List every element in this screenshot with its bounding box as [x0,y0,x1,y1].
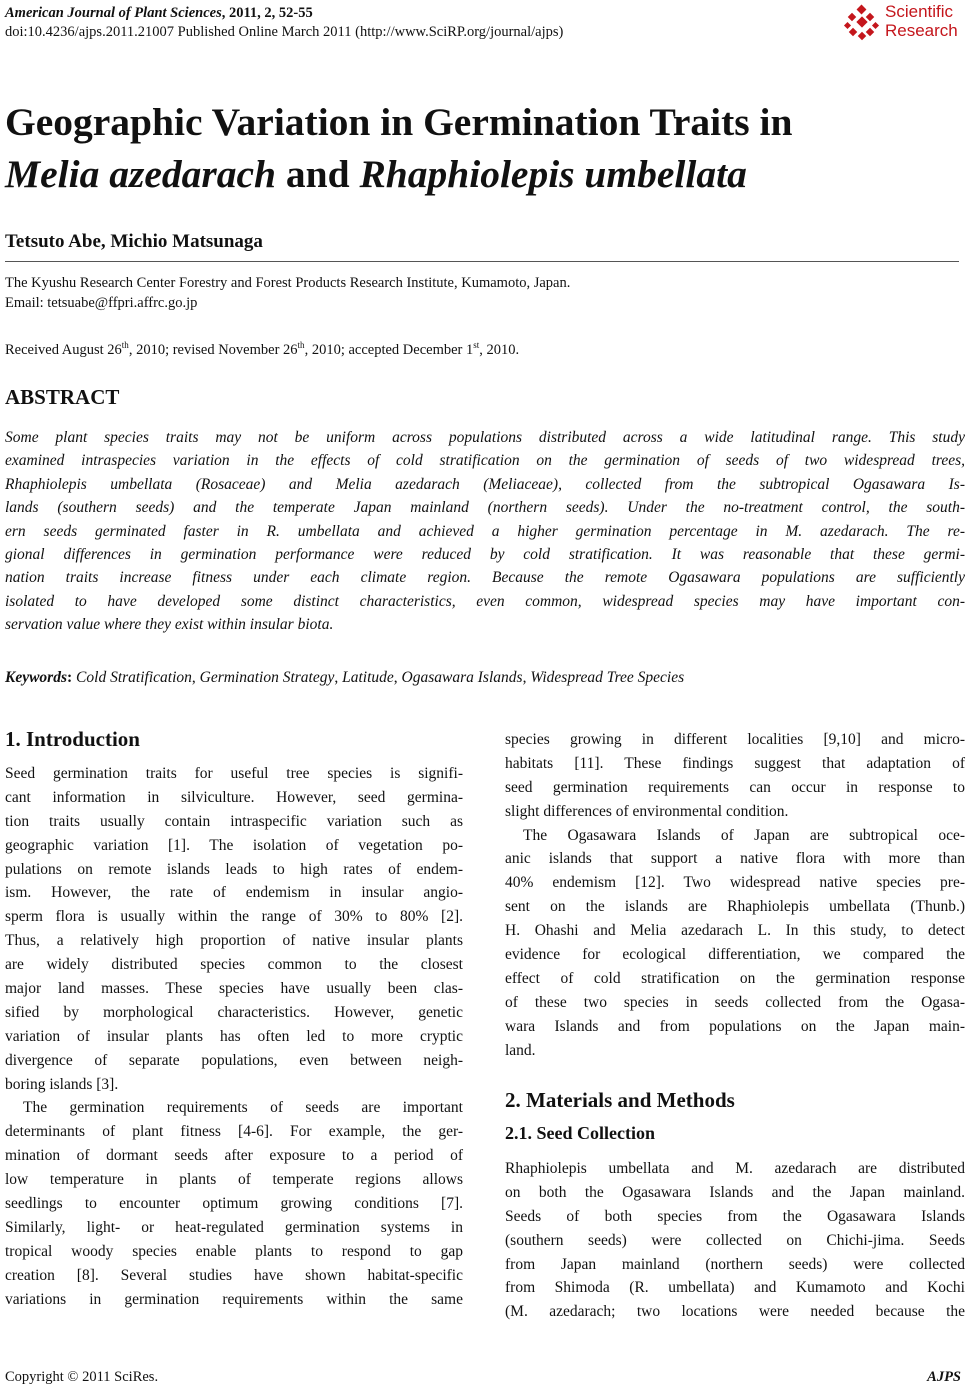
authors: Tetsuto Abe, Michio Matsunaga [5,231,263,252]
title-line2 [5,148,955,200]
text-line: The Ogasawara Islands of Japan are subtropical oce- [523,826,965,844]
journal-citation [5,4,313,22]
logo-mark-icon [843,4,881,42]
right-column-bottom [505,1157,965,1324]
abstract-line: Some plant species traits may not be uniform across populations distributed across a wide latitudinal range. This study [5,429,965,446]
text-line: seed germination requirements can occur in response to [505,778,965,796]
right-column-top [505,728,965,1062]
text-line: ism. However, the rate of endemism in insular angio- [5,884,463,902]
text-line: tion traits usually contain intraspecific variation such as [5,812,463,830]
keyword: Ogasawara Islands [401,669,523,686]
publisher-logo [843,2,963,44]
text-line: of these two species in seeds collected from the Ogasa- [505,993,965,1011]
text-line: from Japan mainland (northern seeds) were collected [505,1255,965,1273]
text-line: The germination requirements of seeds are important [23,1099,463,1117]
left-column [5,762,463,1311]
text-line: sent on the islands are Rhaphiolepis umbellata (Thunb.) [505,898,965,916]
text-line: Seeds of both species from the Ogasawara Islands [505,1207,965,1225]
text-line: determinants of plant fitness [4-6]. For example, the ger- [5,1123,463,1141]
text-line: sperm flora is usually within the range of 30% to 80% [2]. [5,908,463,926]
keywords-label: Keywords [5,669,67,686]
text-line: slight differences of environmental condition. [505,802,789,820]
section-heading-introduction: 1. Introduction [5,727,140,751]
text-line: low temperature in plants of temperate regions allows [5,1171,463,1189]
text-line: sified by morphological characteristics. However, genetic [5,1003,463,1021]
abstract-line: ern seeds germinated faster in R. umbellata and achieved a higher germination percentage in M. azedarach. The re- [5,522,965,540]
text-line: mination of dormant seeds after exposure to a period of [5,1147,463,1165]
keyword: Cold Stratification [76,669,192,686]
subsection-heading-seed-collection: 2.1. Seed Collection [505,1123,655,1143]
logo-text-line1: Scientific [885,2,954,21]
email: Email: tetsuabe@ffpri.affrc.go.jp [5,295,198,311]
footer-copyright: Copyright © 2011 SciRes. [5,1369,159,1385]
text-line: creation [8]. Several studies have shown habitat-specific [5,1266,463,1284]
footer-journal-abbr: AJPS [927,1369,961,1385]
paper-title [5,96,955,200]
title-line1: Geographic Variation in Germination Traits in [5,100,793,144]
text-line: variation of insular plants has often led to more cryptic [5,1027,463,1045]
journal-name: American Journal of Plant Sciences [5,5,222,21]
keyword: Latitude [342,669,394,686]
text-line: (southern seeds) were collected on Chichi-jima. Seeds [505,1231,965,1249]
keyword: Widespread Tree Species [530,669,685,686]
title-conjunction: and [276,152,360,196]
text-line: habitats [11]. These findings suggest that adaptation of [505,754,965,772]
journal-volume: , 2011, 2, 52-55 [221,5,313,21]
text-line: from Shimoda (R. umbellata) and Kumamoto and Kochi [505,1279,965,1297]
text-line: Seed germination traits for useful tree species is signifi- [5,765,463,782]
text-line: anic islands that support a native flora with more than [505,850,965,868]
text-line: major land masses. These species have usually been clas- [5,980,463,998]
abstract-line: servation value where they exist within insular biota. [5,616,334,634]
keyword: Germination Strategy [199,669,335,686]
text-line: pulations on remote islands leads to high rates of endem- [5,860,463,878]
title-species-1: Melia azedarach [5,152,277,196]
affiliation: The Kyushu Research Center Forestry and Forest Products Research Institute, Kumamoto, Japan. [5,275,571,291]
text-line: cant information in silviculture. However, seed germina- [5,788,463,806]
text-line: H. Ohashi and Melia azedarach L. In this study, to detect [505,922,965,940]
text-line: seedlings to encounter optimum growing conditions [7]. [5,1195,463,1213]
abstract-line: examined intraspecies variation in the effects of cold stratification on the germination of seeds of two widespread trees, [5,452,965,470]
text-line: evidence for ecological differentiation, we compared the [505,946,965,964]
text-line: boring islands [3]. [5,1075,119,1093]
text-line: divergence of separate populations, even between neigh- [5,1051,463,1069]
text-line: geographic variation [1]. The isolation of vegetation po- [5,836,463,854]
abstract-line: nation traits increase fitness under each climate region. Because the remote Ogasawara populations are sufficiently [5,569,965,587]
section-heading-methods: 2. Materials and Methods [505,1088,735,1112]
doi-line: doi:10.4236/ajps.2011.21007 Published Online March 2011 (http://www.SciRP.org/journal/ajps) [5,24,564,40]
abstract-line: lands (southern seeds) and the temperate Japan mainland (northern seeds). Under the no-treatment control, the south- [5,499,965,517]
text-line: Similarly, light- or heat-regulated germination systems in [5,1218,463,1236]
text-line: (M. azedarach; two locations were needed because the [505,1303,965,1321]
text-line: 40% endemism [12]. Two widespread native species pre- [505,874,965,892]
divider [5,261,959,262]
text-line: species growing in different localities [9,10] and micro- [505,731,965,748]
text-line: variations in germination requirements within the same [5,1290,463,1308]
received-dates: Received August 26th, 2010; revised November 26th, 2010; accepted December 1st, 2010. [5,340,520,358]
abstract-line: gional differences in germination performance were reduced by cold stratification. It was reasonable that these germi- [5,545,965,563]
text-line: on both the Ogasawara Islands and the Japan mainland. [505,1183,965,1201]
text-line: Thus, a relatively high proportion of native insular plants [5,932,463,950]
text-line: tropical woody species enable plants to respond to gap [5,1242,463,1260]
abstract-line: Rhaphiolepis umbellata (Rosaceae) and Melia azedarach (Meliaceae), collected from the subtropical Ogasawara Is- [5,475,965,493]
abstract-heading: ABSTRACT [5,385,120,409]
keywords: Keywords: Cold Stratification, Germination Strategy, Latitude, Ogasawara Islands, Widespread Tree Species [5,669,685,686]
abstract-line: isolated to have developed some distinct characteristics, even common, widespread species may have important con- [5,592,965,610]
logo-text-line2: Research [885,21,958,40]
title-species-2: Rhaphiolepis umbellata [359,152,747,196]
abstract-body [5,426,965,637]
text-line: wara Islands and from populations on the Japan main- [505,1017,965,1035]
text-line: effect of cold stratification on the germination response [505,969,965,987]
logo-text [885,2,958,40]
text-line: land. [505,1041,536,1059]
text-line: are widely distributed species common to the closest [5,956,463,974]
text-line: Rhaphiolepis umbellata and M. azedarach are distributed [505,1160,965,1177]
